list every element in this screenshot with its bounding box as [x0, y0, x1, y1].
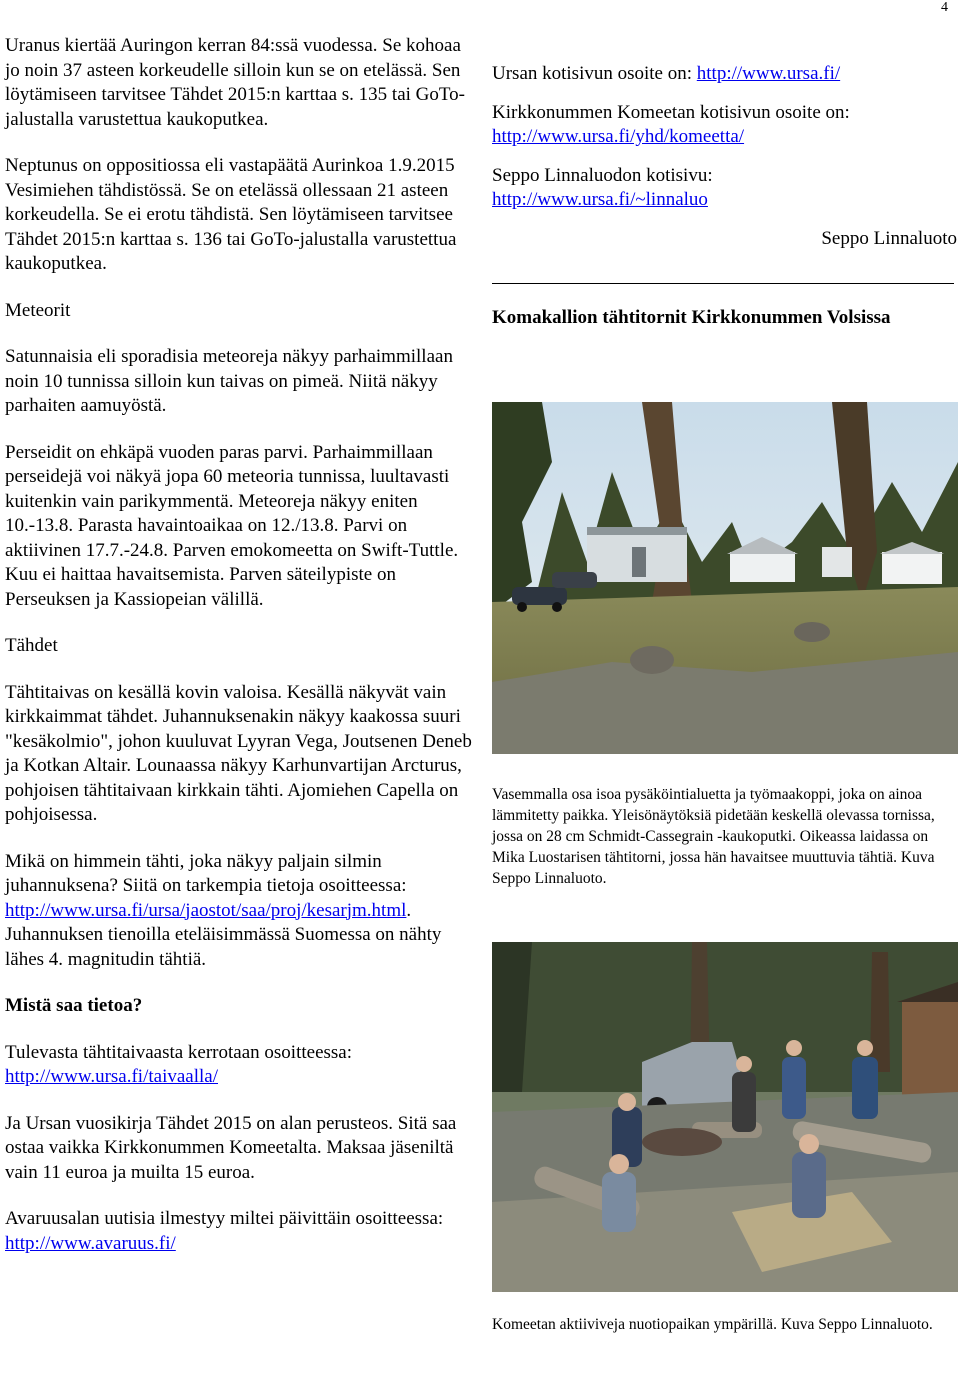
caption-observatories: Vasemmalla osa isoa pysäköintialuetta ja työmaakoppi, joka on ainoa lämmitetty paikka. Yleisönäytöksiä pidetään keskellä olevassa tornissa, jossa on 28 cm Schmidt-Cassegrain -kaukoputki. Oikeassa laidassa on Mika Luostarisen tähtitorni, jossa hän havaitsee muuttuvia tähtiä. Kuva Seppo Linnaluoto. — [492, 786, 935, 887]
link-ursa[interactable]: http://www.ursa.fi/ — [696, 63, 841, 84]
link-linnaluoto[interactable]: http://www.ursa.fi/~linnaluo — [492, 189, 708, 210]
paragraph-vuosikirja: Ja Ursan vuosikirja Tähdet 2015 on alan perusteos. Sitä saa ostaa vaikka Kirkkonummen Komeetalta. Maksaa jäseniltä vain 11 euroa ja muilta 15 euroa. — [5, 1112, 457, 1183]
caption-campfire: Komeetan aktiiviveja nuotiopaikan ympärillä. Kuva Seppo Linnaluoto. — [492, 1316, 933, 1333]
himmein-text-post: . Juhannuksen tienoilla eteläisimmässä Suomessa on nähty lähes 4. magnitudin tähtiä. — [5, 899, 442, 970]
tulevasta-text: Tulevasta tähtitaivaasta kerrotaan osoitteessa: — [5, 1041, 353, 1063]
heading-komakallio: Komakallion tähtitornit Kirkkonummen Volsissa — [492, 307, 891, 328]
heading-mista-saa-tietoa: Mistä saa tietoa? — [5, 995, 143, 1016]
paragraph-tahtitaivas: Tähtitaivas on kesällä kovin valoisa. Kesällä näkyvät vain kirkkaimmat tähdet. Juhannuksenakin näkyy kaakossa suuri "kesäkolmio", johon kuuluvat Lyyran Vega, Joutsenen Deneb ja Kotkan Altair. Lounaassa näkyy Karhunvartijan Arcturus, pohjoisen tähtitaivaan kirkkain tähti. Ajomiehen Capella on pohjoisessa. — [5, 681, 472, 825]
linnaluoto-homepage-line — [492, 164, 957, 213]
link-kesarjm[interactable]: http://www.ursa.fi/ursa/jaostot/saa/proj/kesarjm.html — [5, 899, 407, 921]
linnaluoto-label: Seppo Linnaluodon kotisivu: — [492, 164, 713, 186]
paragraph-neptunus: Neptunus on oppositiossa eli vastapäätä Aurinkoa 1.9.2015 Vesimiehen tähdistössä. Se on etelässä ollessaan 21 asteen korkeudella. Se ei erotu tähdistä. Sen löytämiseen tarvitsee Tähdet 2015:n karttaa s. 136 tai GoTo-jalustalla varustettua kaukoputkea. — [5, 155, 457, 274]
ursa-homepage-line — [492, 62, 957, 87]
link-komeetta[interactable]: http://www.ursa.fi/yhd/komeetta/ — [492, 126, 745, 147]
paragraph-meteorit: Satunnaisia eli sporadisia meteoreja näkyy parhaimmillaan noin 10 tunnissa silloin kun taivas on pimeä. Niitä näkyy parhaiten aamuyöstä. — [5, 346, 453, 416]
komeetta-label: Kirkkonummen Komeetan kotisivun osoite on: — [492, 101, 850, 123]
page-number: 4 — [941, 0, 948, 15]
heading-tahdet: Tähdet — [5, 635, 58, 656]
photo-campfire — [492, 942, 958, 1292]
paragraph-avaruus — [5, 1207, 475, 1256]
himmein-text-pre: Mikä on himmein tähti, joka näkyy paljain silmin juhannuksena? Siitä on tarkempia tietoja osoitteessa: — [5, 850, 407, 896]
avaruus-text: Avaruusalan uutisia ilmestyy miltei päivittäin osoitteessa: — [5, 1208, 444, 1229]
right-column — [492, 62, 957, 331]
paragraph-himmein — [5, 850, 475, 973]
paragraph-uranus: Uranus kiertää Auringon kerran 84:ssä vuodessa. Se kohoaa jo noin 37 asteen korkeudelle silloin kun se on etelässä. Sen löytämiseen tarvitsee Tähdet 2015:n karttaa s. 135 tai GoTo-jalustalla varustettua kaukoputkea. — [5, 35, 465, 130]
link-avaruus[interactable]: http://www.avaruus.fi/ — [5, 1232, 176, 1254]
link-taivaalla[interactable]: http://www.ursa.fi/taivaalla/ — [5, 1066, 218, 1087]
heading-meteorit: Meteorit — [5, 299, 71, 321]
author-name: Seppo Linnaluoto — [821, 227, 957, 249]
photo-observatories — [492, 402, 958, 754]
left-column — [5, 34, 475, 1256]
paragraph-tulevasta — [5, 1041, 475, 1090]
paragraph-perseidit: Perseidit on ehkäpä vuoden paras parvi. Parhaimmillaan perseidejä voi näkyä jopa 60 meteoria tunnissa, luultavasti kuitenkin vain parikymmentä. Meteoreja näkyy eniten 10.-13.8. Parasta havaintoaikaa on 12./13.8. Parvi on aktiivinen 17.7.-24.8. Parven emokomeetta on Swift-Tuttle. Kuu ei haittaa havaitsemista. Parven säteilypiste on Perseuksen ja Kassiopeian välillä. — [5, 441, 459, 610]
ursa-label: Ursan kotisivun osoite on: — [492, 63, 697, 84]
komeetta-homepage-line — [492, 101, 957, 150]
